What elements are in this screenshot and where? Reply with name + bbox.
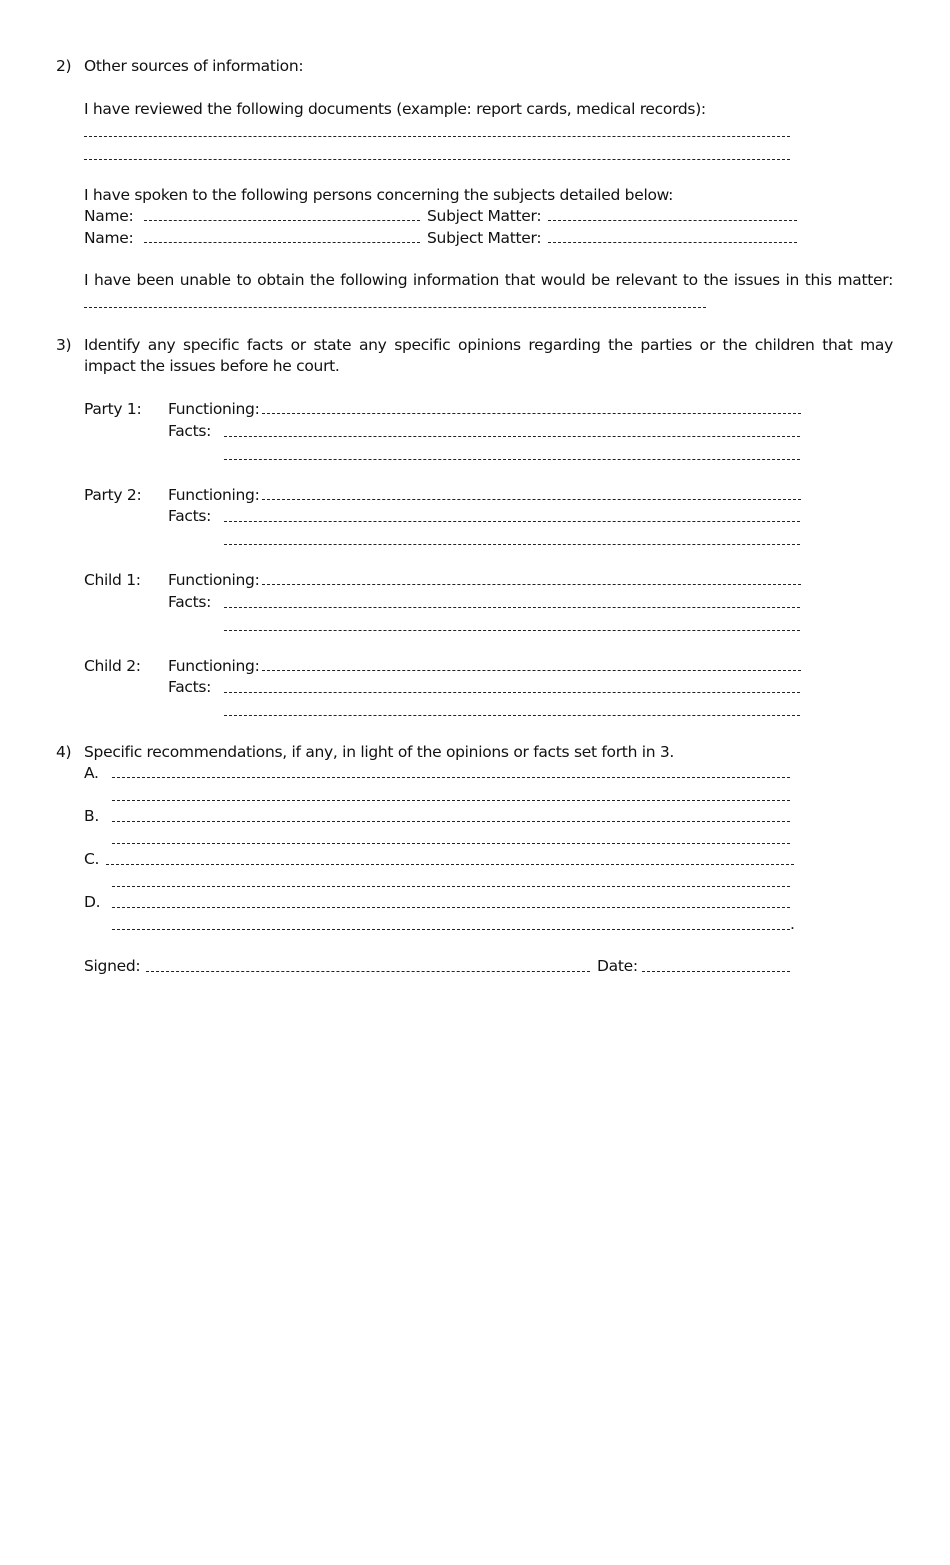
facts-label: Facts: (168, 422, 212, 440)
facts-label: Facts: (168, 507, 212, 525)
facts-field-child-1[interactable] (224, 607, 800, 608)
recommendation-field-c[interactable] (106, 864, 794, 865)
facts-field-party-1[interactable] (224, 436, 800, 437)
subject-label-1: Subject Matter: (427, 207, 542, 225)
date-field[interactable] (642, 971, 790, 972)
functioning-field-party-2[interactable] (262, 499, 801, 500)
functioning-label: Functioning: (168, 571, 260, 589)
name-field-2[interactable] (144, 242, 420, 243)
functioning-field-party-1[interactable] (262, 413, 801, 414)
recommendation-field-a[interactable] (112, 777, 790, 778)
entry-label-child-2: Child 2: (84, 657, 141, 675)
functioning-label: Functioning: (168, 486, 260, 504)
section-2-heading: Other sources of information: (84, 57, 304, 75)
facts-field-child-2-cont[interactable] (224, 715, 800, 716)
unable-line[interactable] (84, 307, 706, 308)
section-3-line-1: Identify any specific facts or state any specific opinions regarding the parties or the children that may (84, 336, 893, 354)
facts-field-child-1-cont[interactable] (224, 630, 800, 631)
recommendation-end-mark: . (790, 915, 795, 933)
persons-intro: I have spoken to the following persons concerning the subjects detailed below: (84, 186, 674, 204)
documents-line-1[interactable] (84, 136, 790, 137)
recommendation-label-d: D. (84, 893, 101, 911)
name-label-1: Name: (84, 207, 134, 225)
subject-field-1[interactable] (548, 220, 797, 221)
documents-intro: I have reviewed the following documents (example: report cards, medical records): (84, 100, 706, 118)
unable-text: I have been unable to obtain the following information that would be relevant to the issues in this matter: (84, 271, 893, 289)
functioning-label: Functioning: (168, 657, 260, 675)
recommendation-field-b[interactable] (112, 821, 790, 822)
date-label: Date: (597, 957, 638, 975)
entry-label-party-1: Party 1: (84, 400, 142, 418)
documents-line-2[interactable] (84, 159, 790, 160)
section-4-number: 4) (56, 743, 72, 761)
functioning-field-child-1[interactable] (262, 584, 801, 585)
subject-label-2: Subject Matter: (427, 229, 542, 247)
entry-label-child-1: Child 1: (84, 571, 141, 589)
facts-field-party-2-cont[interactable] (224, 544, 800, 545)
recommendation-label-a: A. (84, 764, 99, 782)
facts-field-party-1-cont[interactable] (224, 459, 800, 460)
facts-label: Facts: (168, 678, 212, 696)
recommendation-field-d[interactable] (112, 907, 790, 908)
signed-label: Signed: (84, 957, 141, 975)
recommendation-field-a-cont[interactable] (112, 800, 790, 801)
recommendation-field-d-cont[interactable] (112, 929, 790, 930)
section-2-number: 2) (56, 57, 72, 75)
section-3-number: 3) (56, 336, 72, 354)
recommendation-field-b-cont[interactable] (112, 843, 790, 844)
functioning-field-child-2[interactable] (262, 670, 801, 671)
signature-field[interactable] (146, 971, 590, 972)
subject-field-2[interactable] (548, 242, 797, 243)
recommendation-label-b: B. (84, 807, 99, 825)
facts-label: Facts: (168, 593, 212, 611)
recommendation-label-c: C. (84, 850, 100, 868)
functioning-label: Functioning: (168, 400, 260, 418)
section-4-heading: Specific recommendations, if any, in light of the opinions or facts set forth in 3. (84, 743, 675, 761)
name-field-1[interactable] (144, 220, 420, 221)
section-3-line-2: impact the issues before he court. (84, 357, 340, 375)
facts-field-child-2[interactable] (224, 692, 800, 693)
name-label-2: Name: (84, 229, 134, 247)
facts-field-party-2[interactable] (224, 521, 800, 522)
entry-label-party-2: Party 2: (84, 486, 142, 504)
recommendation-field-c-cont[interactable] (112, 886, 790, 887)
